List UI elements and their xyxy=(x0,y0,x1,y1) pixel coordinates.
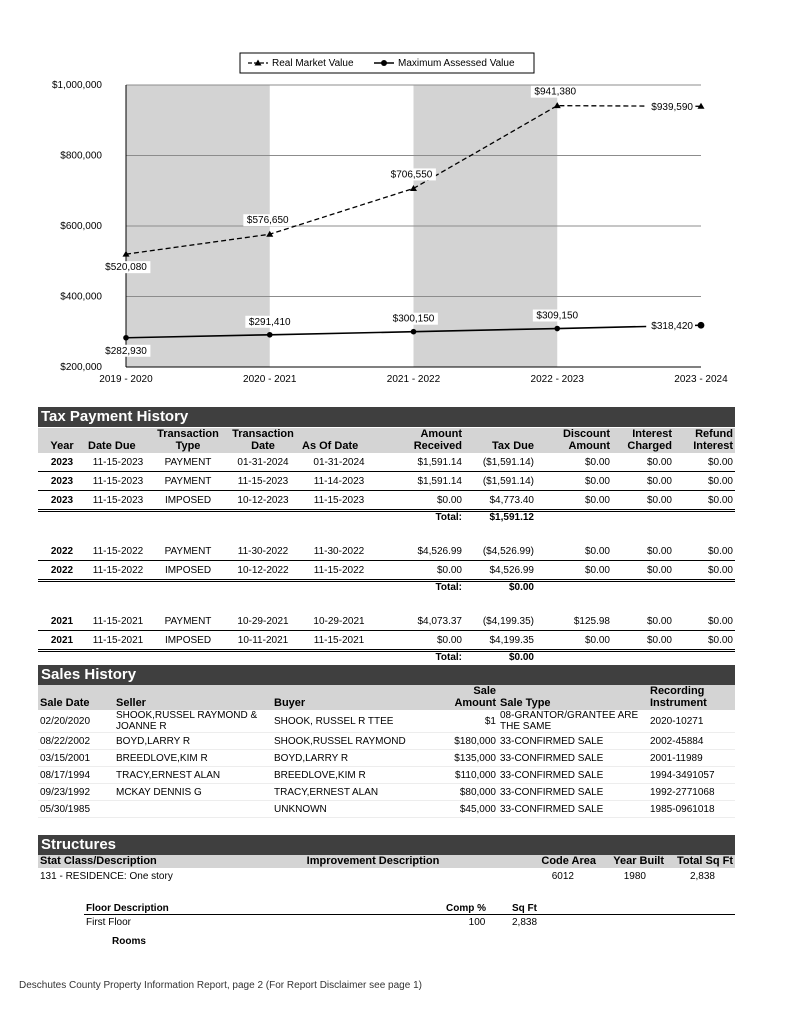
tax-cell: 11-15-2021 xyxy=(300,631,378,651)
mav-point xyxy=(267,332,273,338)
tax-total-empty xyxy=(300,651,378,667)
tax-cell: $0.00 xyxy=(674,631,735,651)
floor-cell: 2,838 xyxy=(512,916,538,928)
tax-cell: $0.00 xyxy=(674,453,735,472)
sales-row xyxy=(38,784,735,801)
tax-cell: PAYMENT xyxy=(150,612,226,631)
tax-cell: ($4,526.99) xyxy=(464,542,536,561)
tax-total-empty xyxy=(674,651,735,667)
legend-mav-label: Maximum Assessed Value xyxy=(398,58,515,69)
sales-row xyxy=(38,767,735,784)
tax-total-empty xyxy=(612,511,674,527)
tax-cell: $0.00 xyxy=(674,561,735,581)
tax-row xyxy=(38,561,735,581)
sales-cell: UNKNOWN xyxy=(272,801,442,818)
tax-cell: 11-15-2023 xyxy=(86,491,150,511)
tax-group-gap xyxy=(38,526,735,542)
sales-cell: SHOOK,RUSSEL RAYMOND & JOANNE R xyxy=(114,710,272,733)
sales-cell: 33-CONFIRMED SALE xyxy=(498,767,648,784)
structures-table xyxy=(38,855,735,884)
tax-col-header: Discount Amount xyxy=(536,428,612,453)
tax-cell: 10-29-2021 xyxy=(300,612,378,631)
tax-col-header: Year xyxy=(38,428,86,453)
tax-total-empty xyxy=(86,651,150,667)
sales-cell: $180,000 xyxy=(442,733,498,750)
tax-row xyxy=(38,631,735,651)
tax-gap-cell xyxy=(38,526,735,542)
tax-col-header: Transaction Type xyxy=(150,428,226,453)
tax-cell: $0.00 xyxy=(536,472,612,491)
sales-col-header: Sale Date xyxy=(38,685,114,710)
tax-row xyxy=(38,612,735,631)
tax-total-label: Total: xyxy=(378,651,464,667)
y-tick-label: $1,000,000 xyxy=(51,80,102,91)
x-tick-label: 2020 - 2021 xyxy=(243,374,297,385)
sales-history-title: Sales History xyxy=(38,665,735,685)
structure-col-header: Year Built xyxy=(598,855,666,868)
tax-cell: $0.00 xyxy=(612,491,674,511)
floors-header-row xyxy=(84,902,735,915)
tax-total-row xyxy=(38,581,735,597)
tax-cell: $0.00 xyxy=(536,542,612,561)
tax-cell: 11-15-2021 xyxy=(86,612,150,631)
sales-cell: $110,000 xyxy=(442,767,498,784)
tax-total-label: Total: xyxy=(378,581,464,597)
tax-cell: 11-15-2023 xyxy=(86,472,150,491)
tax-cell: 10-12-2022 xyxy=(226,561,300,581)
data-label: $318,420 xyxy=(651,320,693,332)
tax-cell: $0.00 xyxy=(612,612,674,631)
tax-cell: $0.00 xyxy=(378,561,464,581)
tax-cell: $0.00 xyxy=(612,472,674,491)
floor-row xyxy=(84,915,735,930)
tax-cell: 01-31-2024 xyxy=(300,453,378,472)
x-tick-label: 2022 - 2023 xyxy=(530,374,584,385)
tax-total-row xyxy=(38,511,735,527)
value-history-chart xyxy=(0,0,791,395)
tax-cell: $0.00 xyxy=(536,561,612,581)
tax-cell: $0.00 xyxy=(612,631,674,651)
sales-cell: SHOOK, RUSSEL R TTEE xyxy=(272,710,442,733)
sales-cell: 09/23/1992 xyxy=(38,784,114,801)
sales-cell: MCKAY DENNIS G xyxy=(114,784,272,801)
tax-total-empty xyxy=(226,651,300,667)
x-tick-label: 2019 - 2020 xyxy=(99,374,153,385)
tax-history-table xyxy=(38,428,735,666)
tax-col-header: Interest Charged xyxy=(612,428,674,453)
structure-cell: 1980 xyxy=(623,870,646,882)
structure-cell: 2,838 xyxy=(689,870,715,882)
tax-cell: $0.00 xyxy=(378,491,464,511)
sales-cell: BOYD,LARRY R xyxy=(114,733,272,750)
tax-total-label: Total: xyxy=(378,511,464,527)
tax-col-header: Refund Interest xyxy=(674,428,735,453)
sales-cell: 2001-11989 xyxy=(648,750,735,767)
sales-cell: 2020-10271 xyxy=(648,710,735,733)
tax-total-empty xyxy=(674,581,735,597)
y-tick-label: $200,000 xyxy=(60,362,102,373)
sales-cell: 1985-0961018 xyxy=(648,801,735,818)
legend-rmv-label: Real Market Value xyxy=(272,58,354,69)
tax-cell: $0.00 xyxy=(536,453,612,472)
tax-total-empty xyxy=(536,651,612,667)
sales-cell: 08-GRANTOR/GRANTEE ARE THE SAME xyxy=(498,710,648,733)
tax-cell: $125.98 xyxy=(536,612,612,631)
tax-cell: 11-15-2021 xyxy=(86,631,150,651)
tax-total-empty xyxy=(674,511,735,527)
tax-cell: $0.00 xyxy=(612,561,674,581)
tax-cell: 11-15-2023 xyxy=(300,491,378,511)
sales-cell: BOYD,LARRY R xyxy=(272,750,442,767)
legend-mav-marker xyxy=(381,60,387,66)
structure-col-header: Stat Class/Description xyxy=(38,855,238,868)
sales-row xyxy=(38,801,735,818)
sales-cell: BREEDLOVE,KIM R xyxy=(272,767,442,784)
tax-row xyxy=(38,453,735,472)
tax-group-gap xyxy=(38,596,735,612)
tax-cell: $1,591.14 xyxy=(378,453,464,472)
sales-cell: 02/20/2020 xyxy=(38,710,114,733)
floors-table xyxy=(84,902,735,929)
floor-cell: First Floor xyxy=(86,916,131,928)
tax-col-header: As Of Date xyxy=(300,428,378,453)
sales-cell: TRACY,ERNEST ALAN xyxy=(272,784,442,801)
floor-col-header: Floor Description xyxy=(84,902,444,915)
sales-cell: $80,000 xyxy=(442,784,498,801)
tax-cell: 2021 xyxy=(38,631,86,651)
sales-cell: 33-CONFIRMED SALE xyxy=(498,733,648,750)
tax-total-empty xyxy=(226,581,300,597)
floor-col-header: Comp % xyxy=(444,902,510,915)
structures-title: Structures xyxy=(38,835,735,855)
tax-cell: $4,773.40 xyxy=(464,491,536,511)
tax-total-empty xyxy=(612,581,674,597)
tax-row xyxy=(38,542,735,561)
data-label: $939,590 xyxy=(651,101,693,113)
mav-point xyxy=(698,322,705,329)
sales-cell: BREEDLOVE,KIM R xyxy=(114,750,272,767)
data-label: $706,550 xyxy=(390,169,433,181)
tax-cell: ($4,199.35) xyxy=(464,612,536,631)
sales-cell: TRACY,ERNEST ALAN xyxy=(114,767,272,784)
tax-cell: 10-11-2021 xyxy=(226,631,300,651)
floor-cell: 100 xyxy=(468,916,486,928)
tax-cell: 11-14-2023 xyxy=(300,472,378,491)
sales-cell: 08/17/1994 xyxy=(38,767,114,784)
tax-cell: $0.00 xyxy=(536,631,612,651)
x-tick-label: 2021 - 2022 xyxy=(386,374,441,385)
tax-cell: 2022 xyxy=(38,542,86,561)
tax-cell: 11-15-2022 xyxy=(86,542,150,561)
tax-cell: 01-31-2024 xyxy=(226,453,300,472)
data-label: $941,380 xyxy=(534,86,577,98)
data-label: $576,650 xyxy=(246,215,289,227)
sales-cell: 08/22/2002 xyxy=(38,733,114,750)
tax-cell: PAYMENT xyxy=(150,472,226,491)
tax-row xyxy=(38,472,735,491)
sales-col-header: Recording Instrument xyxy=(648,685,735,710)
chart-legend xyxy=(240,53,534,73)
sales-cell: 05/30/1985 xyxy=(38,801,114,818)
tax-cell: $4,199.35 xyxy=(464,631,536,651)
tax-cell: $0.00 xyxy=(612,453,674,472)
tax-col-header: Date Due xyxy=(86,428,150,453)
tax-total-empty xyxy=(150,651,226,667)
mav-point xyxy=(123,335,129,341)
tax-cell: $0.00 xyxy=(674,472,735,491)
tax-cell: $0.00 xyxy=(612,542,674,561)
tax-total-empty xyxy=(86,581,150,597)
tax-total-empty xyxy=(612,651,674,667)
tax-cell: 2023 xyxy=(38,491,86,511)
tax-cell: $4,526.99 xyxy=(378,542,464,561)
tax-col-header: Transaction Date xyxy=(226,428,300,453)
tax-cell: $0.00 xyxy=(674,491,735,511)
tax-total-empty xyxy=(536,511,612,527)
data-label: $300,150 xyxy=(392,313,435,325)
structure-col-header: Code Area xyxy=(508,855,598,868)
tax-total-empty xyxy=(150,581,226,597)
tax-cell: 11-30-2022 xyxy=(226,542,300,561)
tax-cell: 2021 xyxy=(38,612,86,631)
tax-total-row xyxy=(38,651,735,667)
sales-col-header: Buyer xyxy=(272,685,442,710)
data-label: $520,080 xyxy=(105,262,147,274)
tax-cell: IMPOSED xyxy=(150,631,226,651)
tax-cell: $0.00 xyxy=(674,542,735,561)
tax-cell: 11-30-2022 xyxy=(300,542,378,561)
floor-col-header: Sq Ft xyxy=(510,902,735,915)
tax-cell: 10-29-2021 xyxy=(226,612,300,631)
structure-cell: 131 - RESIDENCE: One story xyxy=(40,870,173,882)
structure-col-header: Total Sq Ft xyxy=(666,855,735,868)
tax-cell: $1,591.14 xyxy=(378,472,464,491)
sales-header-row xyxy=(38,685,735,710)
sales-cell: $135,000 xyxy=(442,750,498,767)
tax-cell: 10-12-2023 xyxy=(226,491,300,511)
sales-cell: 1992-2771068 xyxy=(648,784,735,801)
tax-cell: ($1,591.14) xyxy=(464,472,536,491)
tax-total-empty xyxy=(536,581,612,597)
tax-cell: $0.00 xyxy=(378,631,464,651)
tax-row xyxy=(38,491,735,511)
data-label: $282,930 xyxy=(105,345,147,357)
tax-cell: $4,526.99 xyxy=(464,561,536,581)
sales-col-header: Seller xyxy=(114,685,272,710)
tax-cell: 11-15-2023 xyxy=(226,472,300,491)
tax-cell: 11-15-2022 xyxy=(300,561,378,581)
tax-cell: 2022 xyxy=(38,561,86,581)
tax-total-empty xyxy=(38,651,86,667)
sales-cell: 2002-45884 xyxy=(648,733,735,750)
sales-cell: 03/15/2001 xyxy=(38,750,114,767)
sales-history-table xyxy=(38,685,735,818)
tax-total-empty xyxy=(38,581,86,597)
tax-cell: 11-15-2023 xyxy=(86,453,150,472)
tax-cell: IMPOSED xyxy=(150,561,226,581)
sales-cell: 33-CONFIRMED SALE xyxy=(498,784,648,801)
structure-row xyxy=(38,868,735,884)
tax-total-value: $0.00 xyxy=(464,581,536,597)
tax-cell: 2023 xyxy=(38,453,86,472)
sales-row xyxy=(38,750,735,767)
tax-cell: $4,073.37 xyxy=(378,612,464,631)
tax-total-empty xyxy=(86,511,150,527)
tax-gap-cell xyxy=(38,596,735,612)
sales-col-header: Sale Amount xyxy=(442,685,498,710)
tax-cell: PAYMENT xyxy=(150,453,226,472)
tax-cell: 11-15-2022 xyxy=(86,561,150,581)
tax-total-empty xyxy=(38,511,86,527)
tax-total-value: $0.00 xyxy=(464,651,536,667)
tax-total-empty xyxy=(226,511,300,527)
tax-total-empty xyxy=(150,511,226,527)
structure-cell xyxy=(238,868,508,884)
sales-cell: $45,000 xyxy=(442,801,498,818)
tax-history-title: Tax Payment History xyxy=(38,407,735,427)
sales-row xyxy=(38,710,735,733)
sales-cell: SHOOK,RUSSEL RAYMOND xyxy=(272,733,442,750)
y-tick-label: $600,000 xyxy=(60,221,102,232)
structure-col-header: Improvement Description xyxy=(238,855,508,868)
tax-cell: 2023 xyxy=(38,472,86,491)
sales-col-header: Sale Type xyxy=(498,685,648,710)
tax-cell: ($1,591.14) xyxy=(464,453,536,472)
page-footer: Deschutes County Property Information Report, page 2 (For Report Disclaimer see page 1) xyxy=(19,980,422,991)
sales-cell: 33-CONFIRMED SALE xyxy=(498,750,648,767)
data-label: $291,410 xyxy=(248,316,291,328)
structures-header-row xyxy=(38,855,735,868)
mav-point xyxy=(554,326,560,332)
tax-cell: $0.00 xyxy=(536,491,612,511)
structure-cell: 6012 xyxy=(551,870,574,882)
sales-cell: $1 xyxy=(442,710,498,733)
tax-total-empty xyxy=(300,511,378,527)
sales-cell xyxy=(114,801,272,818)
sales-row xyxy=(38,733,735,750)
tax-col-header: Amount Received xyxy=(378,428,464,453)
tax-cell: $0.00 xyxy=(674,612,735,631)
tax-cell: PAYMENT xyxy=(150,542,226,561)
y-tick-label: $800,000 xyxy=(60,150,102,162)
tax-cell: IMPOSED xyxy=(150,491,226,511)
y-tick-label: $400,000 xyxy=(60,291,102,303)
mav-point xyxy=(411,329,417,335)
sales-cell: 33-CONFIRMED SALE xyxy=(498,801,648,818)
tax-header-row xyxy=(38,428,735,453)
sales-cell: 1994-3491057 xyxy=(648,767,735,784)
tax-total-value: $1,591.12 xyxy=(464,511,536,527)
tax-total-empty xyxy=(300,581,378,597)
tax-col-header: Tax Due xyxy=(464,428,536,453)
rooms-label: Rooms xyxy=(112,936,146,947)
data-label: $309,150 xyxy=(536,310,579,322)
x-tick-label: 2023 - 2024 xyxy=(674,374,728,385)
